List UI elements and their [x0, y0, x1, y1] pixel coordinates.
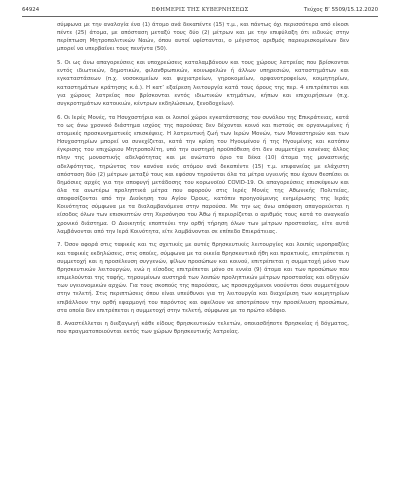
page-number: 64924 — [22, 7, 40, 13]
paragraph-6: 6. Οι Ιερές Μονές, τα Ησυχαστήρια και οι λοιποί χώροι εγκατάστασης του συνόλου της Επικράτειας, κατά το ως άνω χρονικό διάστημα ισχύος της παρούσας δεν δέχονται κοινό και πιστούς σε οργανωμένες ή ατομικές προσκυνηματικές επισκέψεις. Η λατρευτική ζωή των Ιερών Μονών, των Μοναστηριών και των Ησυχαστηρίων μπορεί να συνεχίζεται, κατά την κρίση του Ηγουμένου ή της Ηγουμένης και κατόπιν έγκρισης του επιχώριου Μητροπολίτη, υπό την αυστηρή προϋπόθεση ότι δεν συμμετέχει κανένας άλλος πλην της μοναστικής αδελφότητας και με ανώτατο όριο τα δέκα (10) άτομα της μοναστικής αδελφότητας, τηρώντας τον κανόνα ενός ατόμου ανά δεκαπέντε (15) τ.μ. επιφανείας με ελάχιστη απόσταση δύο (2) μέτρων μεταξύ τους και εφόσον τηρούνται όλα τα μέτρα υγιεινής που έχουν θεσπίσει οι δημόσιες αρχές για την αποφυγή μετάδοσης του κορωνοϊού COVID-19. Οι απαγορεύσεις επισκέψεων και όλα τα ανωτέρω προληπτικά μέτρα που αφορούν στις Ιερές Μονές της Αθωνικής Πολιτείας, αποφασίζονται από την Διοίκηση του Αγίου Όρους, κατόπιν προηγούμενης ενημέρωσης της Ιεράς Κοινότητας σύμφωνα με τα διαλαμβανόμενα στην παρούσα. Με την ως άνω απόφαση απαγορεύεται η είσοδος όλων των επισκεπτών στη Χερσόνησο του Άθω ή περιορίζεται ο αριθμός τους κατά το αναγκαίο χρονικό διάστημα. Ο Διοικητής εποπτεύει την ορθή τήρηση όλων των μέτρων προστασίας, είτε αυτά λαμβάνονται από την Ιερά Κοινότητα, είτε λαμβάνονται σε επίπεδο Επικράτειας. — [57, 114, 349, 235]
header-rule — [22, 16, 378, 17]
paragraph-continuation: σύμφωνα με την αναλογία ένα (1) άτομο ανά δεκαπέντε (15) τ.μ., και πάντως όχι περισσότερα από είκοσι πέντε (25) άτομα, με απόσταση μεταξύ τους δύο (2) μέτρων και με την επιφύλαξη ότι ειδικώς στην περίπτωση Μητροπολιτικών Ναών, όπου αυτοί υφίστανται, ο μέγιστος αριθμός παρευρισκομένων δεν μπορεί να υπερβαίνει τους πενήντα (50). — [57, 22, 349, 53]
paragraph-5: 5. Οι ως άνω απαγορεύσεις και υποχρεώσεις καταλαμβάνουν και τους χώρους λατρείας που βρίσκονται εντός ιδιωτικών, δημοτικών, φιλανθρωπικών, κοινωφελών ή άλλων υπηρεσιών, καταστημάτων και εγκαταστάσεων (π.χ. νοσοκομείων και ψυχιατρείων, γηροκομείων, ορφανοτροφείων, κοιμητηρίων, καταστημάτων κράτησης κ.ά.). Η κατ’ εξαίρεση λειτουργία κατά τους όρους της περ. 4 επιτρέπεται και για χώρους λατρείας που βρίσκονται εντός ιδιωτικών κτημάτων, κήπων και επιχειρήσεων (π.χ. συγκροτημάτων κατοικιών, κέντρων εκδηλώσεων, ξενοδοχείων). — [57, 60, 349, 107]
page-header — [22, 5, 378, 15]
paragraph-8: 8. Αναστέλλεται η διεξαγωγή κάθε είδους θρησκευτικών τελετών, οποιασδήποτε θρησκείας ή δόγματος, που πραγματοποιούνται εκτός των χώρων θρησκευτικής λατρείας. — [57, 321, 349, 336]
issue-reference: Τεύχος Β’ 5509/15.12.2020 — [303, 7, 378, 13]
document-body — [57, 21, 349, 342]
gazette-title: ΕΦΗΜΕΡΙΣ ΤΗΣ ΚΥΒΕΡΝΗΣΕΩΣ — [151, 7, 249, 13]
paragraph-7: 7. Όσον αφορά στις ταφικές και τις σχετικές με αυτές θρησκευτικές λειτουργίες και λοιπές ιεροπραξίες και ταφικές εκδηλώσεις, στις οποίες, σύμφωνα με τα οικεία θρησκευτικά ήθη και πρακτικές, επιτρέπεται η συμμετοχή και η προσέλευση συγγενών, φίλων προσώπων και κοινού, επιτρέπεται η συμμετοχή μόνο των θρησκευτικών λειτουργών, ενώ η είσοδος επιτρέπεται μόνο σε εννέα (9) άτομα και των προσώπων που επιμελούνται της ταφής, τηρουμένων αυστηρά των λοιπών προληπτικών μέτρων προστασίας και οδηγιών των υγειονομικών αρχών. Για τους σκοπούς της παρούσας, ως προσερχόμενοι νοούνται όσοι συμμετέχουν στην τελετή. Στις περιπτώσεις όπου είναι υπεύθυνοι για τη λειτουργία και διαχείριση των κοιμητηρίων επιβάλλουν την ορθή εφαρμογή του παρόντος και οφείλουν να αποτρέπουν την προσέλευση προσώπων, στα οποία δεν επιτρέπεται η συμμετοχή στην τελετή, σύμφωνα με το πρώτο εδάφιο. — [57, 242, 349, 314]
